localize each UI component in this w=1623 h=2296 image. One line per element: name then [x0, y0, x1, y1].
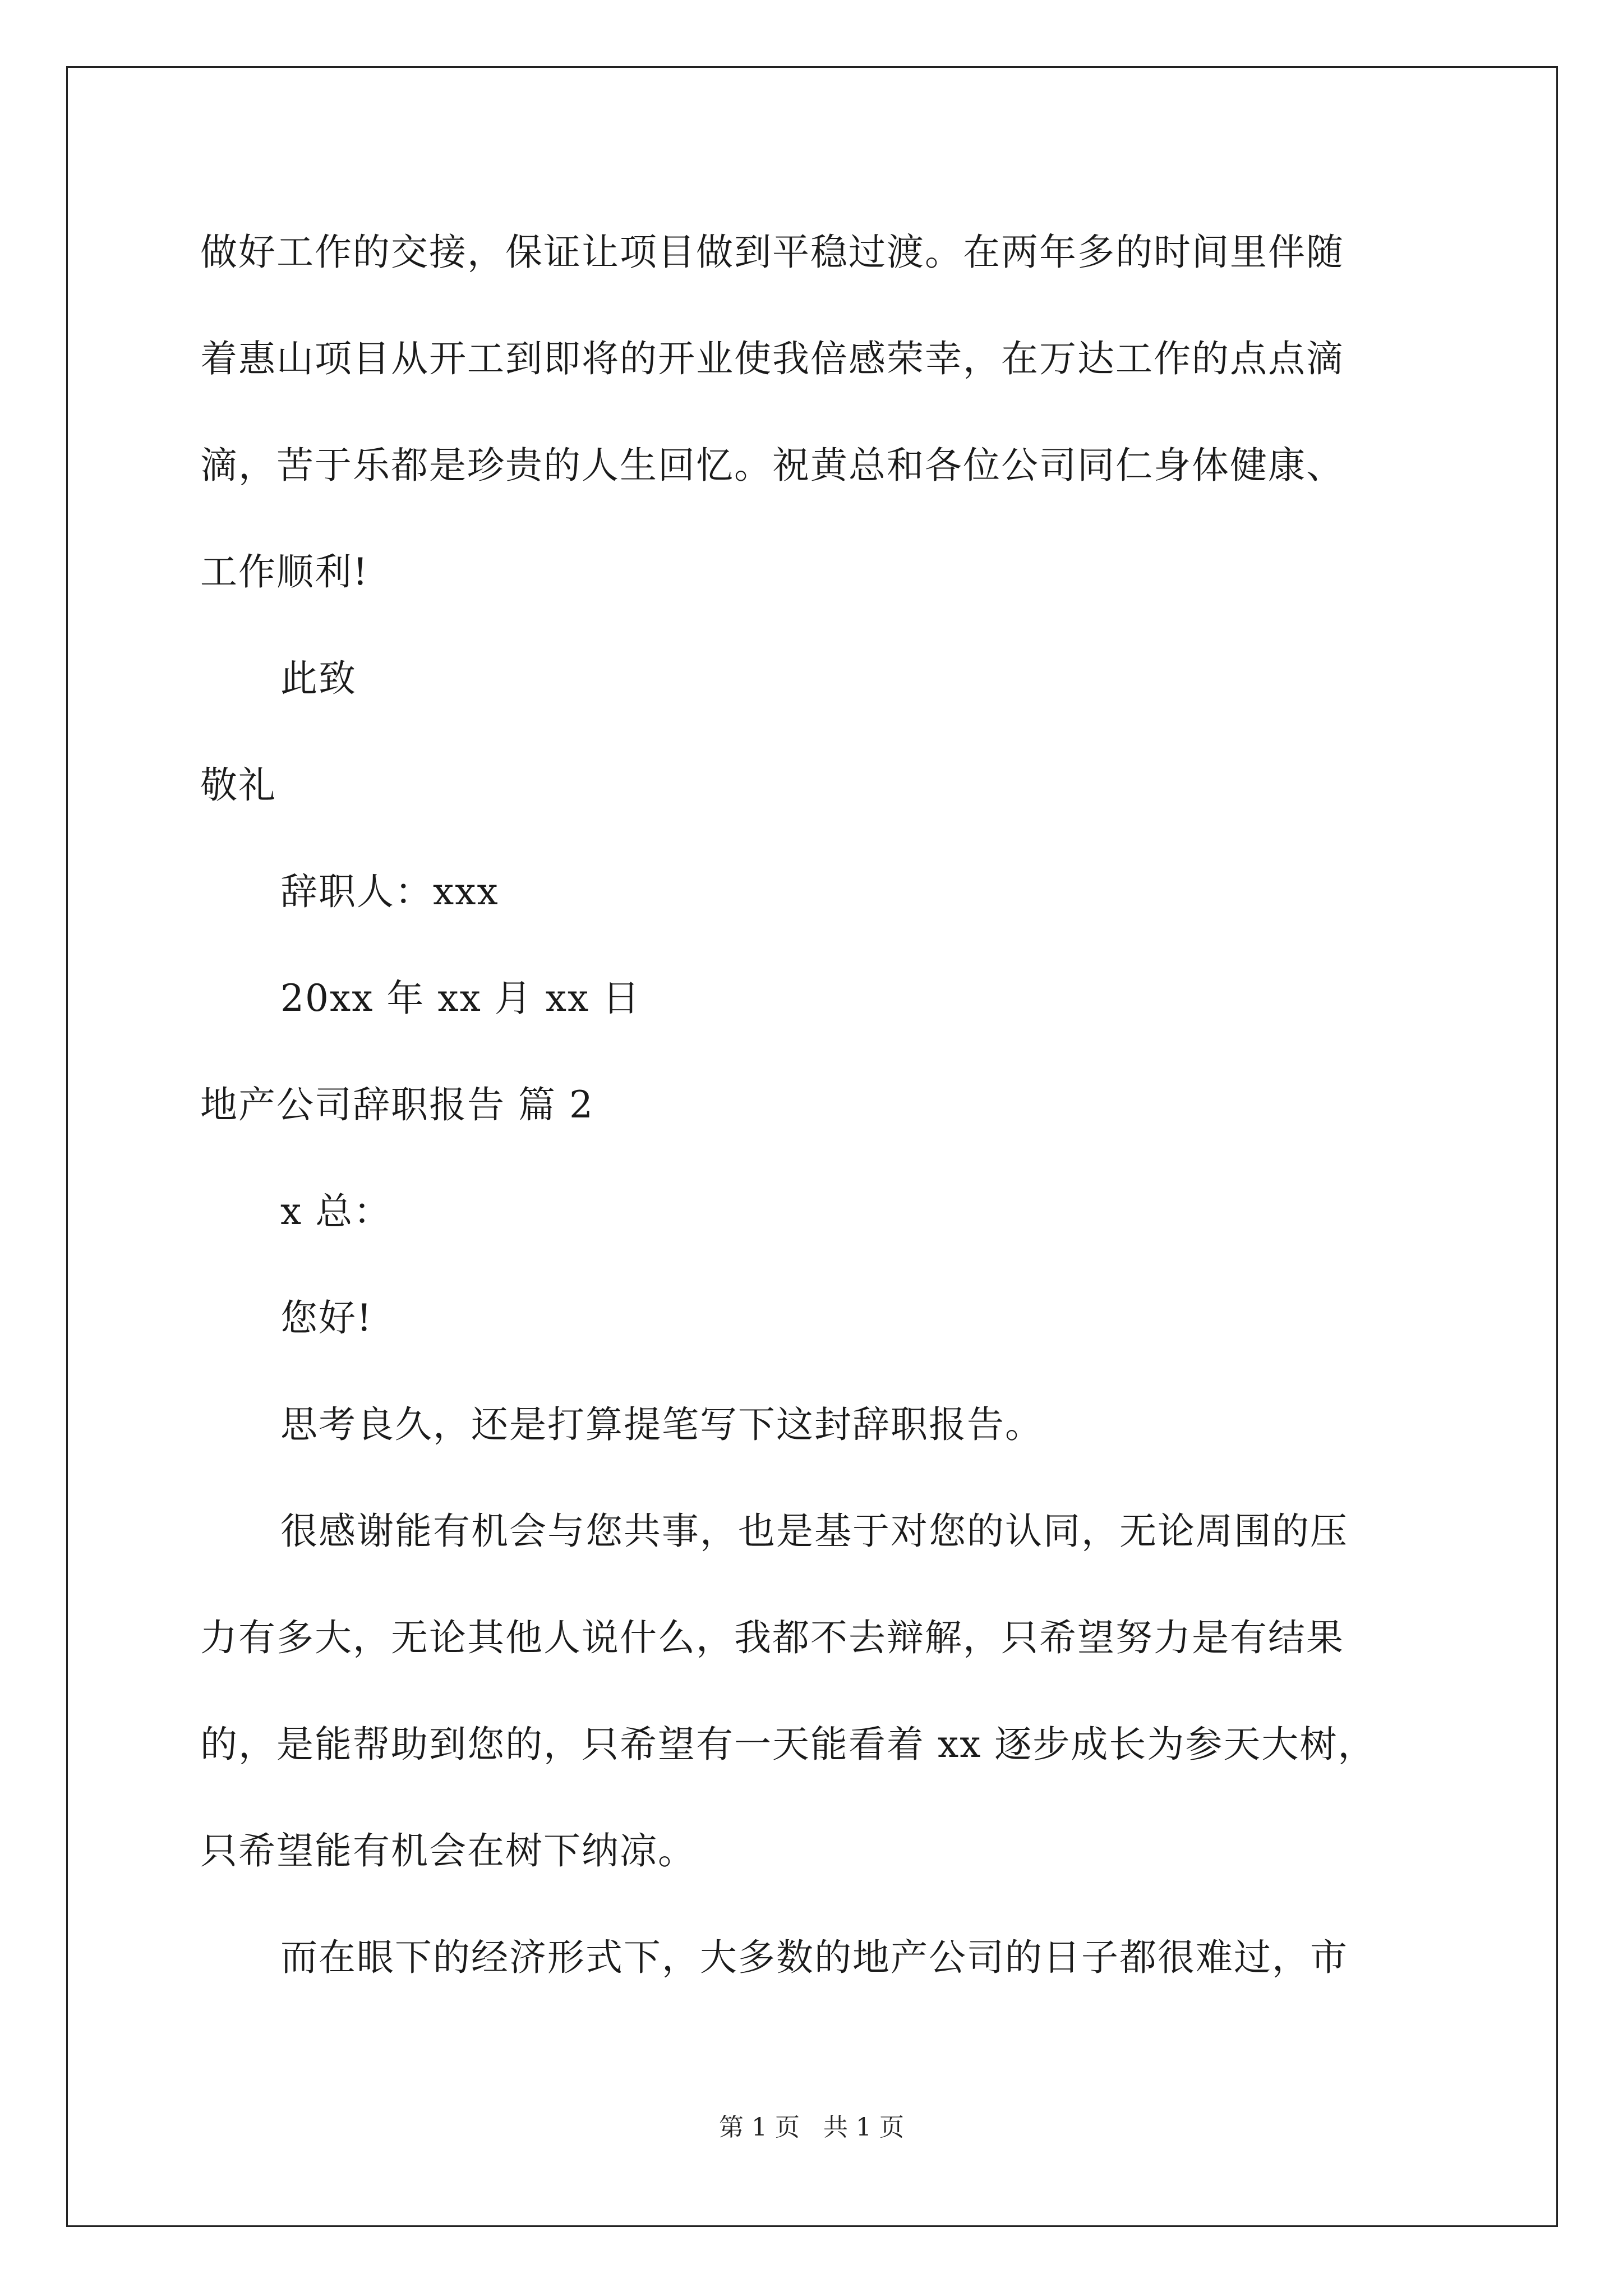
page-footer [0, 2112, 1623, 2143]
closing-regards: 敬礼 [200, 763, 276, 807]
section-heading: 地产公司辞职报告 篇 2 [200, 1083, 594, 1126]
page-border [66, 66, 1558, 2227]
text-line: 的，是能帮助到您的，只希望有一天能看着 xx 逐步成长为参天大树， [200, 1723, 1376, 1766]
page-number: 第 1 页 [719, 2113, 800, 2142]
closing-salutation: 此致 [280, 657, 357, 700]
recipient-salutation: x 总： [280, 1190, 392, 1233]
text-line: 思考良久，还是打算提笔写下这封辞职报告。 [280, 1403, 1043, 1446]
signature-name: 辞职人：xxx [280, 870, 499, 913]
signature-date: 20xx 年 xx 月 xx 日 [280, 977, 641, 1020]
text-line: 而在眼下的经济形式下，大多数的地产公司的日子都很难过，市 [280, 1936, 1348, 1979]
text-line: 只希望能有机会在树下纳凉。 [200, 1829, 696, 1872]
greeting: 您好! [280, 1296, 373, 1340]
text-line: 着惠山项目从开工到即将的开业使我倍感荣幸，在万达工作的点点滴 [200, 337, 1344, 380]
page-total: 共 1 页 [823, 2113, 904, 2142]
text-line: 力有多大，无论其他人说什么，我都不去辩解，只希望努力是有结果 [200, 1616, 1344, 1659]
text-line: 工作顺利! [200, 550, 369, 593]
text-line: 滴，苦于乐都是珍贵的人生回忆。祝黄总和各位公司同仁身体健康、 [200, 444, 1344, 487]
text-line: 很感谢能有机会与您共事，也是基于对您的认同，无论周围的压 [280, 1510, 1348, 1553]
text-line: 做好工作的交接，保证让项目做到平稳过渡。在两年多的时间里伴随 [200, 231, 1344, 274]
